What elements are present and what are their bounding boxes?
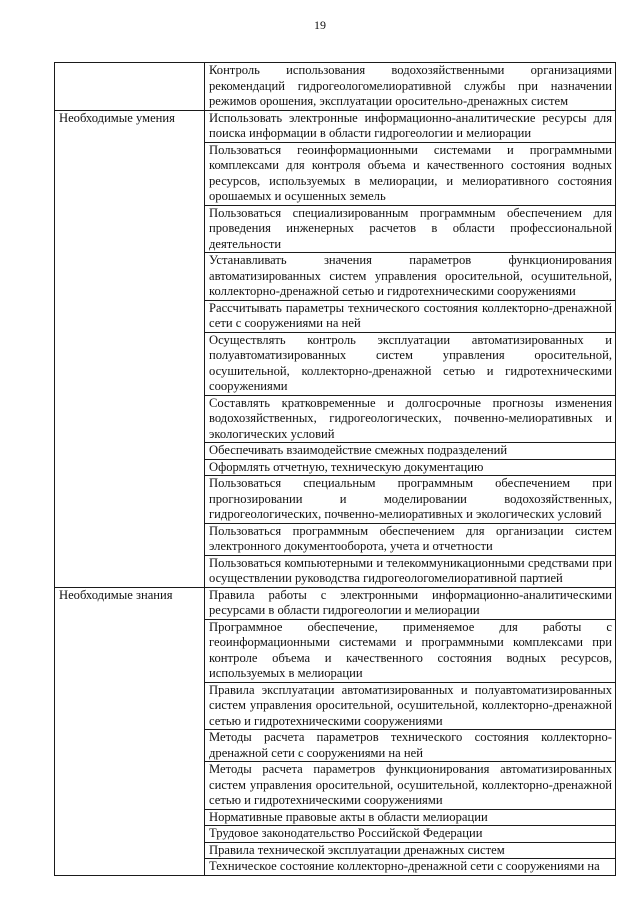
requirement-item: Осуществлять контроль эксплуатации автоматизированных и полуавтоматизированных систем управления оросительной, осушительной, коллекторно-дренажной сетью и гидротехническими сооружениями [205,332,616,395]
section-label: Необходимые умения [59,110,175,125]
requirement-item: Пользоваться геоинформационными системами и программными комплексами для контроля объема и качественного состояния водных ресурсов, используемых в мелиорации, и мелиоративного состояния орошаемых и осушенных земель [205,142,616,205]
requirement-item: Оформлять отчетную, техническую документацию [205,459,616,476]
requirement-item: Правила эксплуатации автоматизированных и полуавтоматизированных систем управления оросительной, осушительной, коллекторно-дренажной сетью и гидротехническими сооружениями [205,682,616,730]
requirement-item: Нормативные правовые акты в области мелиорации [205,809,616,826]
requirement-item: Пользоваться программным обеспечением для организации систем электронного документооборота, учета и отчетности [205,523,616,555]
requirement-item: Техническое состояние коллекторно-дренажной сети с сооружениями на [205,859,616,876]
requirement-item: Трудовое законодательство Российской Федерации [205,826,616,843]
requirement-item: Методы расчета параметров функционирования автоматизированных систем управления оросительной, осушительной, коллекторно-дренажной сетью и гидротехническими сооружениями [205,762,616,810]
requirements-table-body [55,63,616,876]
requirement-item: Устанавливать значения параметров функционирования автоматизированных систем управления оросительной, осушительной, коллекторно-дренажной сетью и гидротехническими сооружениями [205,253,616,301]
table-row [55,63,616,111]
requirement-item: Правила работы с электронными информационно-аналитическими ресурсами в области гидрогеологии и мелиорации [205,587,616,619]
table-row [55,110,616,142]
requirement-item: Программное обеспечение, применяемое для работы с геоинформационными системами и программными комплексами при контроле объема и качественного состояния водных ресурсов, используемых в мелиорации [205,619,616,682]
section-label: Необходимые знания [59,587,173,602]
requirement-item: Контроль использования водохозяйственными организациями рекомендаций гидрогеологомелиоративной службы при назначении режимов орошения, эксплуатации оросительно-дренажных систем [205,63,616,111]
requirement-item: Использовать электронные информационно-аналитические ресурсы для поиска информации в области гидрогеологии и мелиорации [205,110,616,142]
page-number: 19 [314,18,326,32]
requirements-table [54,62,616,876]
requirement-item: Составлять кратковременные и долгосрочные прогнозы изменения водохозяйственных, гидрогеологических, почвенно-мелиоративных и экологических условий [205,395,616,443]
requirement-item: Пользоваться компьютерными и телекоммуникационными средствами при осуществлении руководства гидрогеологомелиоративной партией [205,555,616,587]
requirement-item: Обеспечивать взаимодействие смежных подразделений [205,443,616,460]
requirement-item: Рассчитывать параметры технического состояния коллекторно-дренажной сети с сооружениями на ней [205,300,616,332]
section-label-cell [55,63,205,111]
section-label-cell [55,110,205,587]
requirement-item: Пользоваться специализированным программным обеспечением для проведения инженерных расчетов в области профессиональной деятельности [205,205,616,253]
requirement-item: Методы расчета параметров технического состояния коллекторно-дренажной сети с сооружениями на ней [205,730,616,762]
requirement-item: Правила технической эксплуатации дренажных систем [205,842,616,859]
table-row [55,587,616,619]
section-label-cell [55,587,205,875]
requirement-item: Пользоваться специальным программным обеспечением при прогнозировании и моделировании водохозяйственных, гидрогеологических, почвенно-мелиоративных и экологических условий [205,476,616,524]
